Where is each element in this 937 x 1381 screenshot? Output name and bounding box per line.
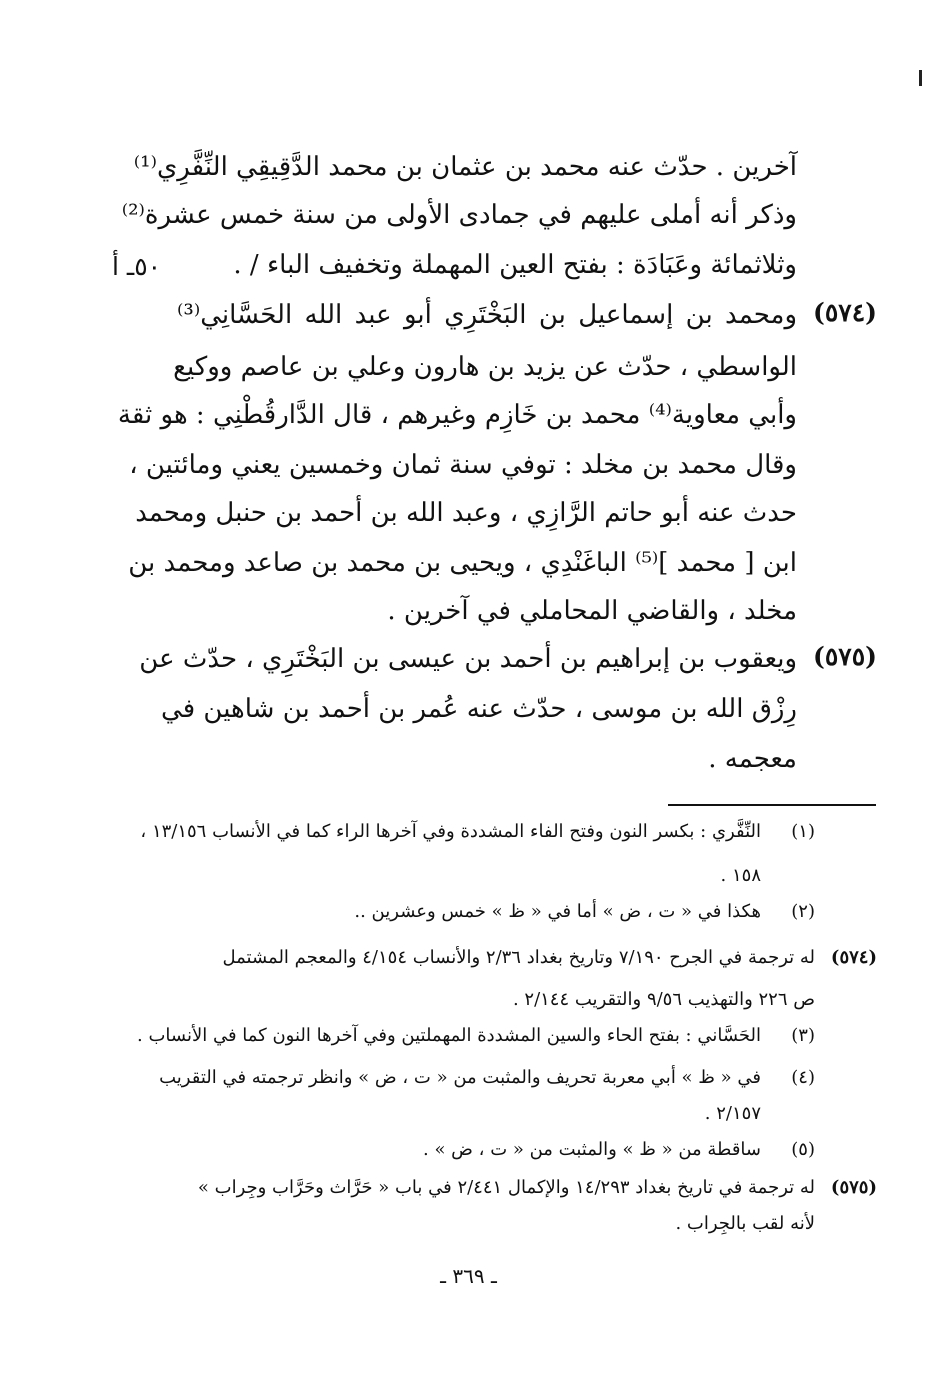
footnote-1-number: (١) [791,821,815,842]
margin-folio-note: ٥٠ـ أ [112,252,162,281]
footnote-2-text: هكذا في « ت ، ض » أما في « ظ » خمس وعشرين .. [354,901,761,922]
footnote-1-line-1: النِّفَّري : بكسر النون وفتح الفاء المشددة وفي آخرها الراء كما في الأنساب ١٣/١٥٦ ، [140,821,761,842]
page-number: ـ ٣٦٩ ـ [440,1264,497,1288]
body-line-12: رِزْق الله بن موسى ، حدّث عنه عُمر بن أحمد بن شاهين في [161,694,797,724]
body-line-6: وأبي معاوية⁽⁴⁾ محمد بن خَازِم وغيرهم ، قال الدَّارقُطْنِي : هو ثقة [117,400,797,430]
body-line-8: حدث عنه أبو حاتم الرَّازِي ، وعبد الله بن أحمد بن حنبل ومحمد [135,498,797,528]
body-line-10: مخلد ، والقاضي المحاملي في آخرين . [387,596,797,626]
footnote-4-line-2: ٢/١٥٧ . [704,1103,761,1124]
entry-number-574: (٥٧٤) [813,298,877,327]
footnote-4-line-1: في « ظ » أبي معربة تحريف والمثبت من « ت ، ض » وانظر ترجمته في التقريب [159,1067,761,1088]
entry-number-575: (٥٧٥) [813,642,877,671]
footnote-3-text: الحَسَّاني : بفتح الحاء والسين المشددة المهملتين وفي آخرها النون كما في الأنساب . [137,1025,761,1046]
footnote-4-number: (٤) [791,1067,815,1088]
footnote-separator [668,804,876,806]
body-line-4: ومحمد بن إسماعيل بن البَخْتَرِي أبو عبد الله الحَسَّانِي⁽³⁾ [177,300,797,330]
body-line-7: وقال محمد بن مخلد : توفي سنة ثمان وخمسين يعني ومائتين ، [129,450,797,480]
footnote-3-number: (٣) [791,1025,815,1046]
body-line-9: ابن [ محمد ]⁽⁵⁾ الباغَنْدِي ، ويحيى بن محمد بن صاعد ومحمد بن [128,548,797,578]
footnote-1-line-2: ١٥٨ . [720,865,761,886]
scan-mark [919,70,922,86]
footnote-574-line-1: له ترجمة في الجرح ٧/١٩٠ وتاريخ بغداد ٢/٣٦ والأنساب ٤/١٥٤ والمعجم المشتمل [222,947,815,968]
body-line-1: آخرين . حدّث عنه محمد بن عثمان بن محمد الدَّقِيقِي النِّفَّرِي⁽¹⁾ [133,152,797,182]
body-line-2: وذكر أنه أملى عليهم في جمادى الأولى من سنة خمس عشرة⁽²⁾ [121,200,797,230]
footnote-575-number: (٥٧٥) [830,1177,877,1198]
footnote-574-line-2: ص ٢٢٦ والتهذيب ٩/٥٦ والتقريب ٢/١٤٤ . [512,989,815,1010]
footnote-574-number: (٥٧٤) [830,947,877,968]
footnote-575-line-2: لأنه لقب بالجِراب . [675,1213,815,1234]
body-line-11: ويعقوب بن إبراهيم بن أحمد بن عيسى بن البَخْتَرِي ، حدّث عن [139,644,797,674]
footnote-5-text: ساقطة من « ظ » والمثبت من « ت ، ض » . [423,1139,761,1160]
footnote-2-number: (٢) [791,901,815,922]
footnote-575-line-1: له ترجمة في تاريخ بغداد ١٤/٢٩٣ والإكمال ٢/٤٤١ في باب « حَرَّاث وحَرَّاب وجِراب » [197,1177,815,1198]
body-line-13: معجمه . [708,744,797,774]
footnote-5-number: (٥) [791,1139,815,1160]
body-line-3: وثلاثمائة وعَبَادَة : بفتح العين المهملة وتخفيف الباء / . [233,250,797,280]
body-line-5: الواسطي ، حدّث عن يزيد بن هارون وعلي بن عاصم ووكيع [173,352,797,382]
